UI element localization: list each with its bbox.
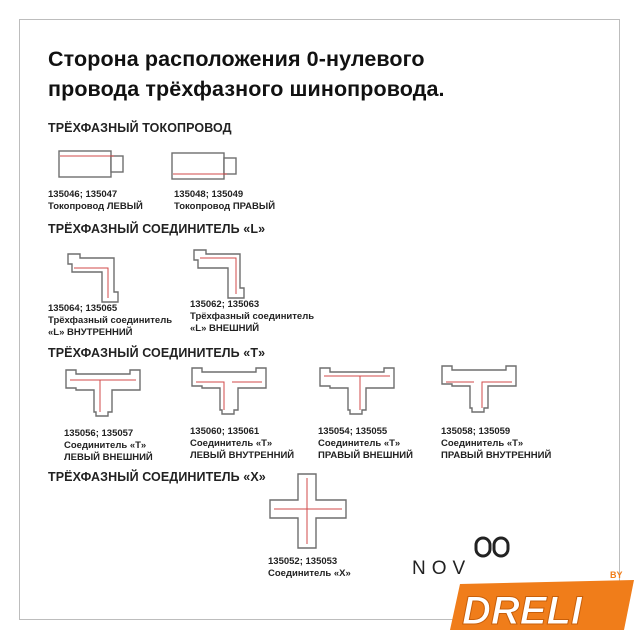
x-connector-code: 135052; 135053 xyxy=(268,556,338,567)
t-left-inner-line3: ЛЕВЫЙ ВНУТРЕННИЙ xyxy=(190,450,295,461)
t-left-inner-drawing xyxy=(190,366,270,418)
section-l-heading: ТРЁХФАЗНЫЙ СОЕДИНИТЕЛЬ «L» xyxy=(48,222,266,236)
t-left-outer-line3: ЛЕВЫЙ ВНЕШНИЙ xyxy=(64,452,153,463)
l-inner-line3: «L» ВНУТРЕННИЙ xyxy=(48,327,133,338)
track-left-drawing xyxy=(58,150,126,186)
t-left-inner-caption xyxy=(190,426,294,462)
track-right-code: 135048; 135049 xyxy=(174,189,244,200)
t-right-outer-drawing xyxy=(318,366,398,418)
track-right-caption xyxy=(174,189,275,213)
track-right-drawing xyxy=(171,152,241,188)
x-connector-caption xyxy=(268,556,351,580)
l-outer-drawing xyxy=(192,248,256,302)
l-inner-line2: Трёхфазный соединитель xyxy=(48,315,173,326)
t-left-inner-code: 135060; 135061 xyxy=(190,426,260,437)
section-t-heading: ТРЁХФАЗНЫЙ СОЕДИНИТЕЛЬ «Т» xyxy=(48,346,266,360)
t-right-inner-code: 135058; 135059 xyxy=(441,426,511,437)
l-inner-caption xyxy=(48,303,172,339)
l-outer-caption xyxy=(190,299,314,335)
t-left-outer-caption xyxy=(64,428,153,464)
section-x-heading: ТРЁХФАЗНЫЙ СОЕДИНИТЕЛЬ «Х» xyxy=(48,470,266,484)
t-right-inner-line3: ПРАВЫЙ ВНУТРЕННИЙ xyxy=(441,450,552,461)
track-left-code: 135046; 135047 xyxy=(48,189,118,200)
dreli-brand xyxy=(438,560,638,636)
t-right-inner-line2: Соединитель «Т» xyxy=(441,438,524,449)
track-right-name: Токопровод ПРАВЫЙ xyxy=(174,201,276,212)
t-left-inner-line2: Соединитель «Т» xyxy=(190,438,273,449)
t-left-outer-drawing xyxy=(64,368,144,420)
t-right-outer-line2: Соединитель «Т» xyxy=(318,438,401,449)
t-right-outer-code: 135054; 135055 xyxy=(318,426,388,437)
t-right-outer-line3: ПРАВЫЙ ВНЕШНИЙ xyxy=(318,450,413,461)
l-outer-line2: Трёхфазный соединитель xyxy=(190,311,315,322)
t-left-outer-code: 135056; 135057 xyxy=(64,428,134,439)
l-outer-line3: «L» ВНЕШНИЙ xyxy=(190,323,260,334)
section-track-heading: ТРЁХФАЗНЫЙ ТОКОПРОВОД xyxy=(48,121,232,135)
x-connector-name: Соединитель «Х» xyxy=(268,568,351,579)
svg-text:BY: BY xyxy=(610,570,623,580)
svg-text:NOV: NOV xyxy=(412,558,472,576)
t-right-inner-drawing xyxy=(440,364,520,416)
l-inner-drawing xyxy=(66,252,130,304)
page-title xyxy=(48,44,445,104)
x-connector-drawing xyxy=(266,472,350,552)
dreli-logo xyxy=(438,560,638,636)
t-left-outer-line2: Соединитель «Т» xyxy=(64,440,147,451)
l-outer-code: 135062; 135063 xyxy=(190,299,260,310)
track-left-name: Токопровод ЛЕВЫЙ xyxy=(48,201,143,212)
track-left-caption xyxy=(48,189,143,213)
t-right-inner-caption xyxy=(441,426,551,462)
svg-text:DRELI: DRELI xyxy=(462,589,582,633)
title-line-1: Сторона расположения 0-нулевого xyxy=(48,47,425,71)
t-right-outer-caption xyxy=(318,426,413,462)
title-line-2: провода трёхфазного шинопровода. xyxy=(48,77,445,101)
l-inner-code: 135064; 135065 xyxy=(48,303,118,314)
